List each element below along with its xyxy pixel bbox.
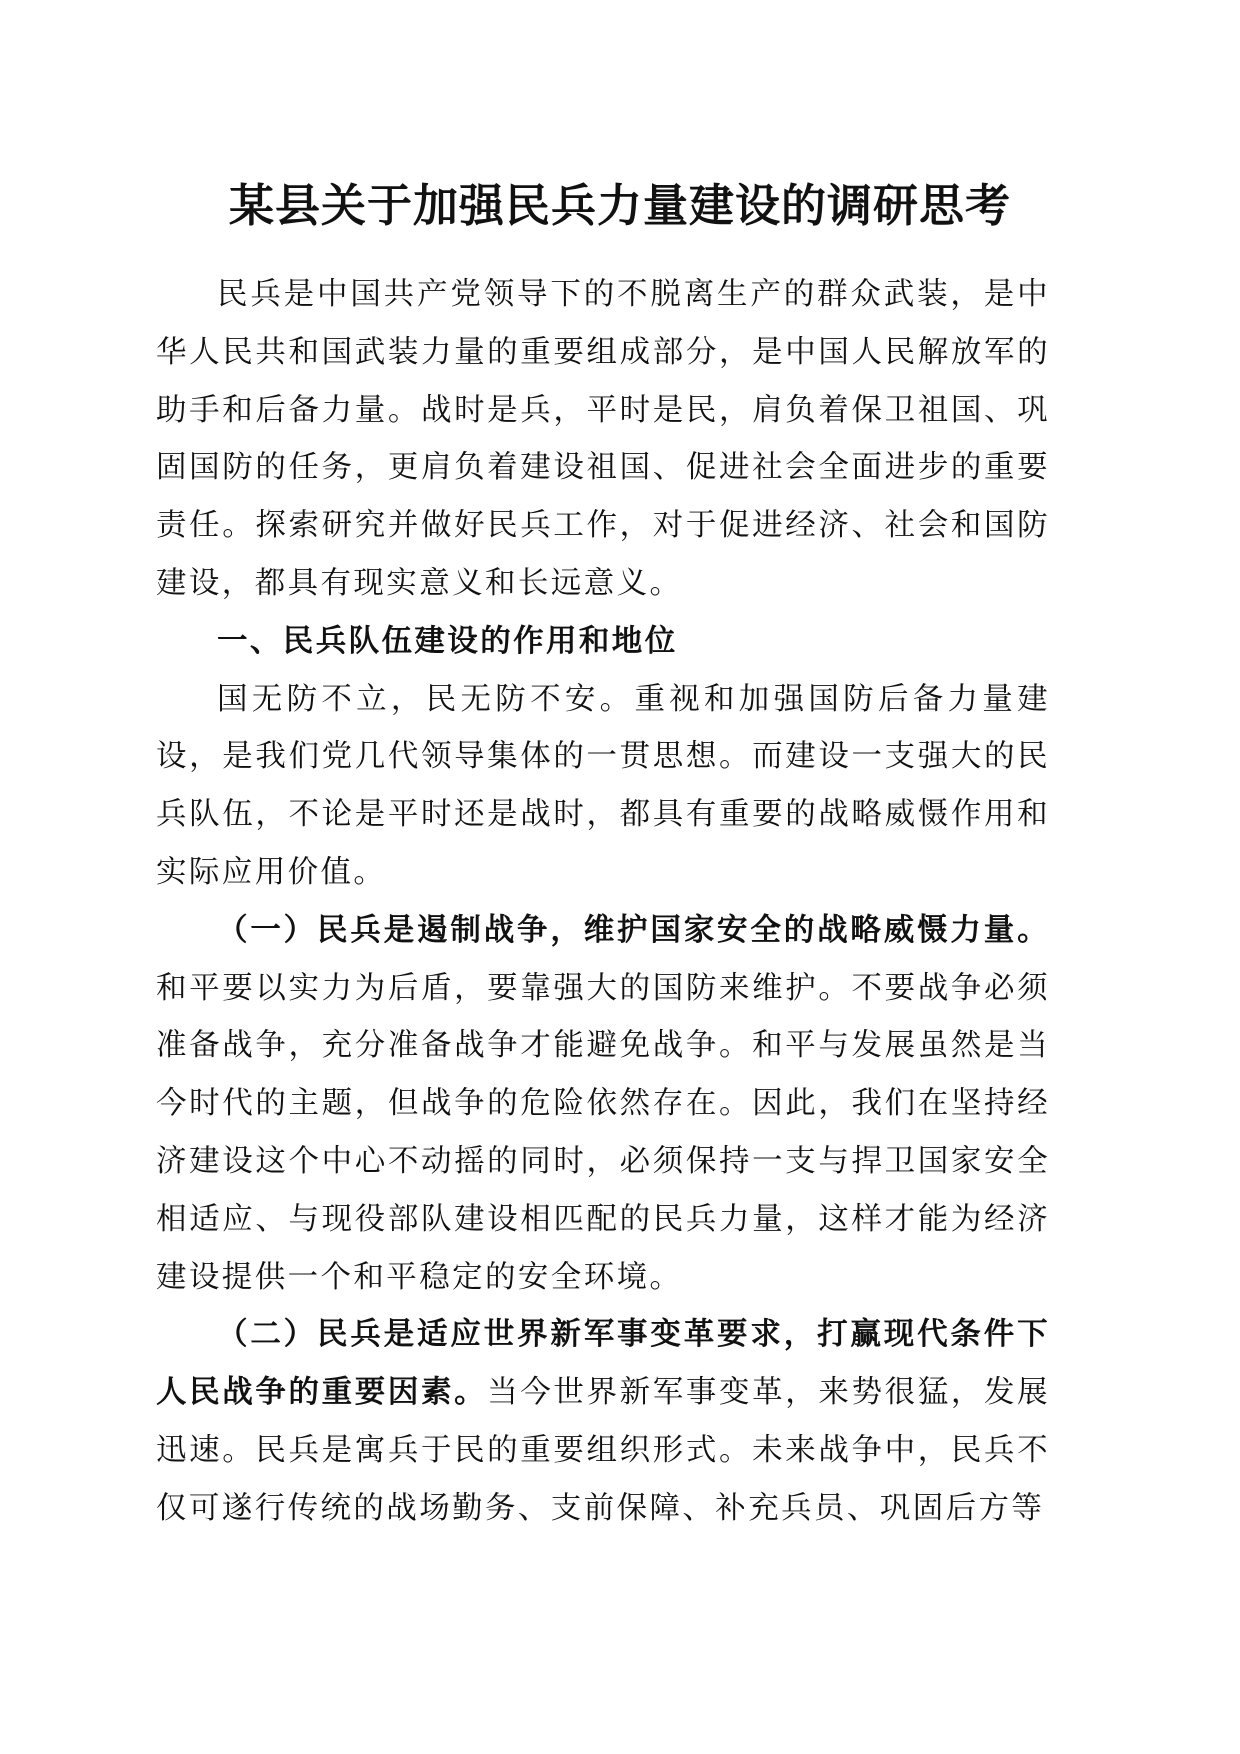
subsection-text-2: 当今世界新军事变革，来势很猛，发展迅速。民兵是寓兵于民的重要组织形式。未来战争中，民兵不仅可遂行传统的战场勤务、支前保障、补充兵员、巩固后方等 (156, 1375, 1050, 1526)
subsection-text-1: 和平要以实力为后盾，要靠强大的国防来维护。不要战争必须准备战争，充分准备战争才能避免战争。和平与发展虽然是当今时代的主题，但战争的危险依然存在。因此，我们在坚持经济建设这个中心不动摇的同时，必须保持一支与捍卫国家安全相适应、与现役部队建设相匹配的民兵力量，这样才能为经济建设提供一个和平稳定的安全环境。 (156, 970, 1050, 1295)
intro-paragraph: 民兵是中国共产党领导下的不脱离生产的群众武装，是中华人民共和国武装力量的重要组成部分，是中国人民解放军的助手和后备力量。战时是兵，平时是民，肩负着保卫祖国、巩固国防的任务，更肩负着建设祖国、促进社会全面进步的重要责任。探索研究并做好民兵工作，对于促进经济、社会和国防建设，都具有现实意义和长远意义。 (156, 277, 1050, 601)
subsection-lead-1: （一）民兵是遏制战争，维护国家安全的战略威慑力量。 (217, 912, 1050, 948)
subsection-paragraph-2 (156, 1306, 1050, 1537)
subsection-lead-2: （二）民兵是适应世界新军事变革要求，打赢现代条件下人民战争的重要因素。 (156, 1317, 1050, 1411)
document-body (156, 266, 1050, 1538)
subsection-paragraph-1 (156, 902, 1050, 1307)
section-heading: 一、民兵队伍建设的作用和地位 (217, 623, 678, 659)
document-title: 某县关于加强民兵力量建设的调研思考 (228, 179, 1011, 232)
section-paragraph: 国无防不立，民无防不安。重视和加强国防后备力量建设，是我们党几代领导集体的一贯思想。而建设一支强大的民兵队伍，不论是平时还是战时，都具有重要的战略威慑作用和实际应用价值。 (156, 681, 1050, 890)
